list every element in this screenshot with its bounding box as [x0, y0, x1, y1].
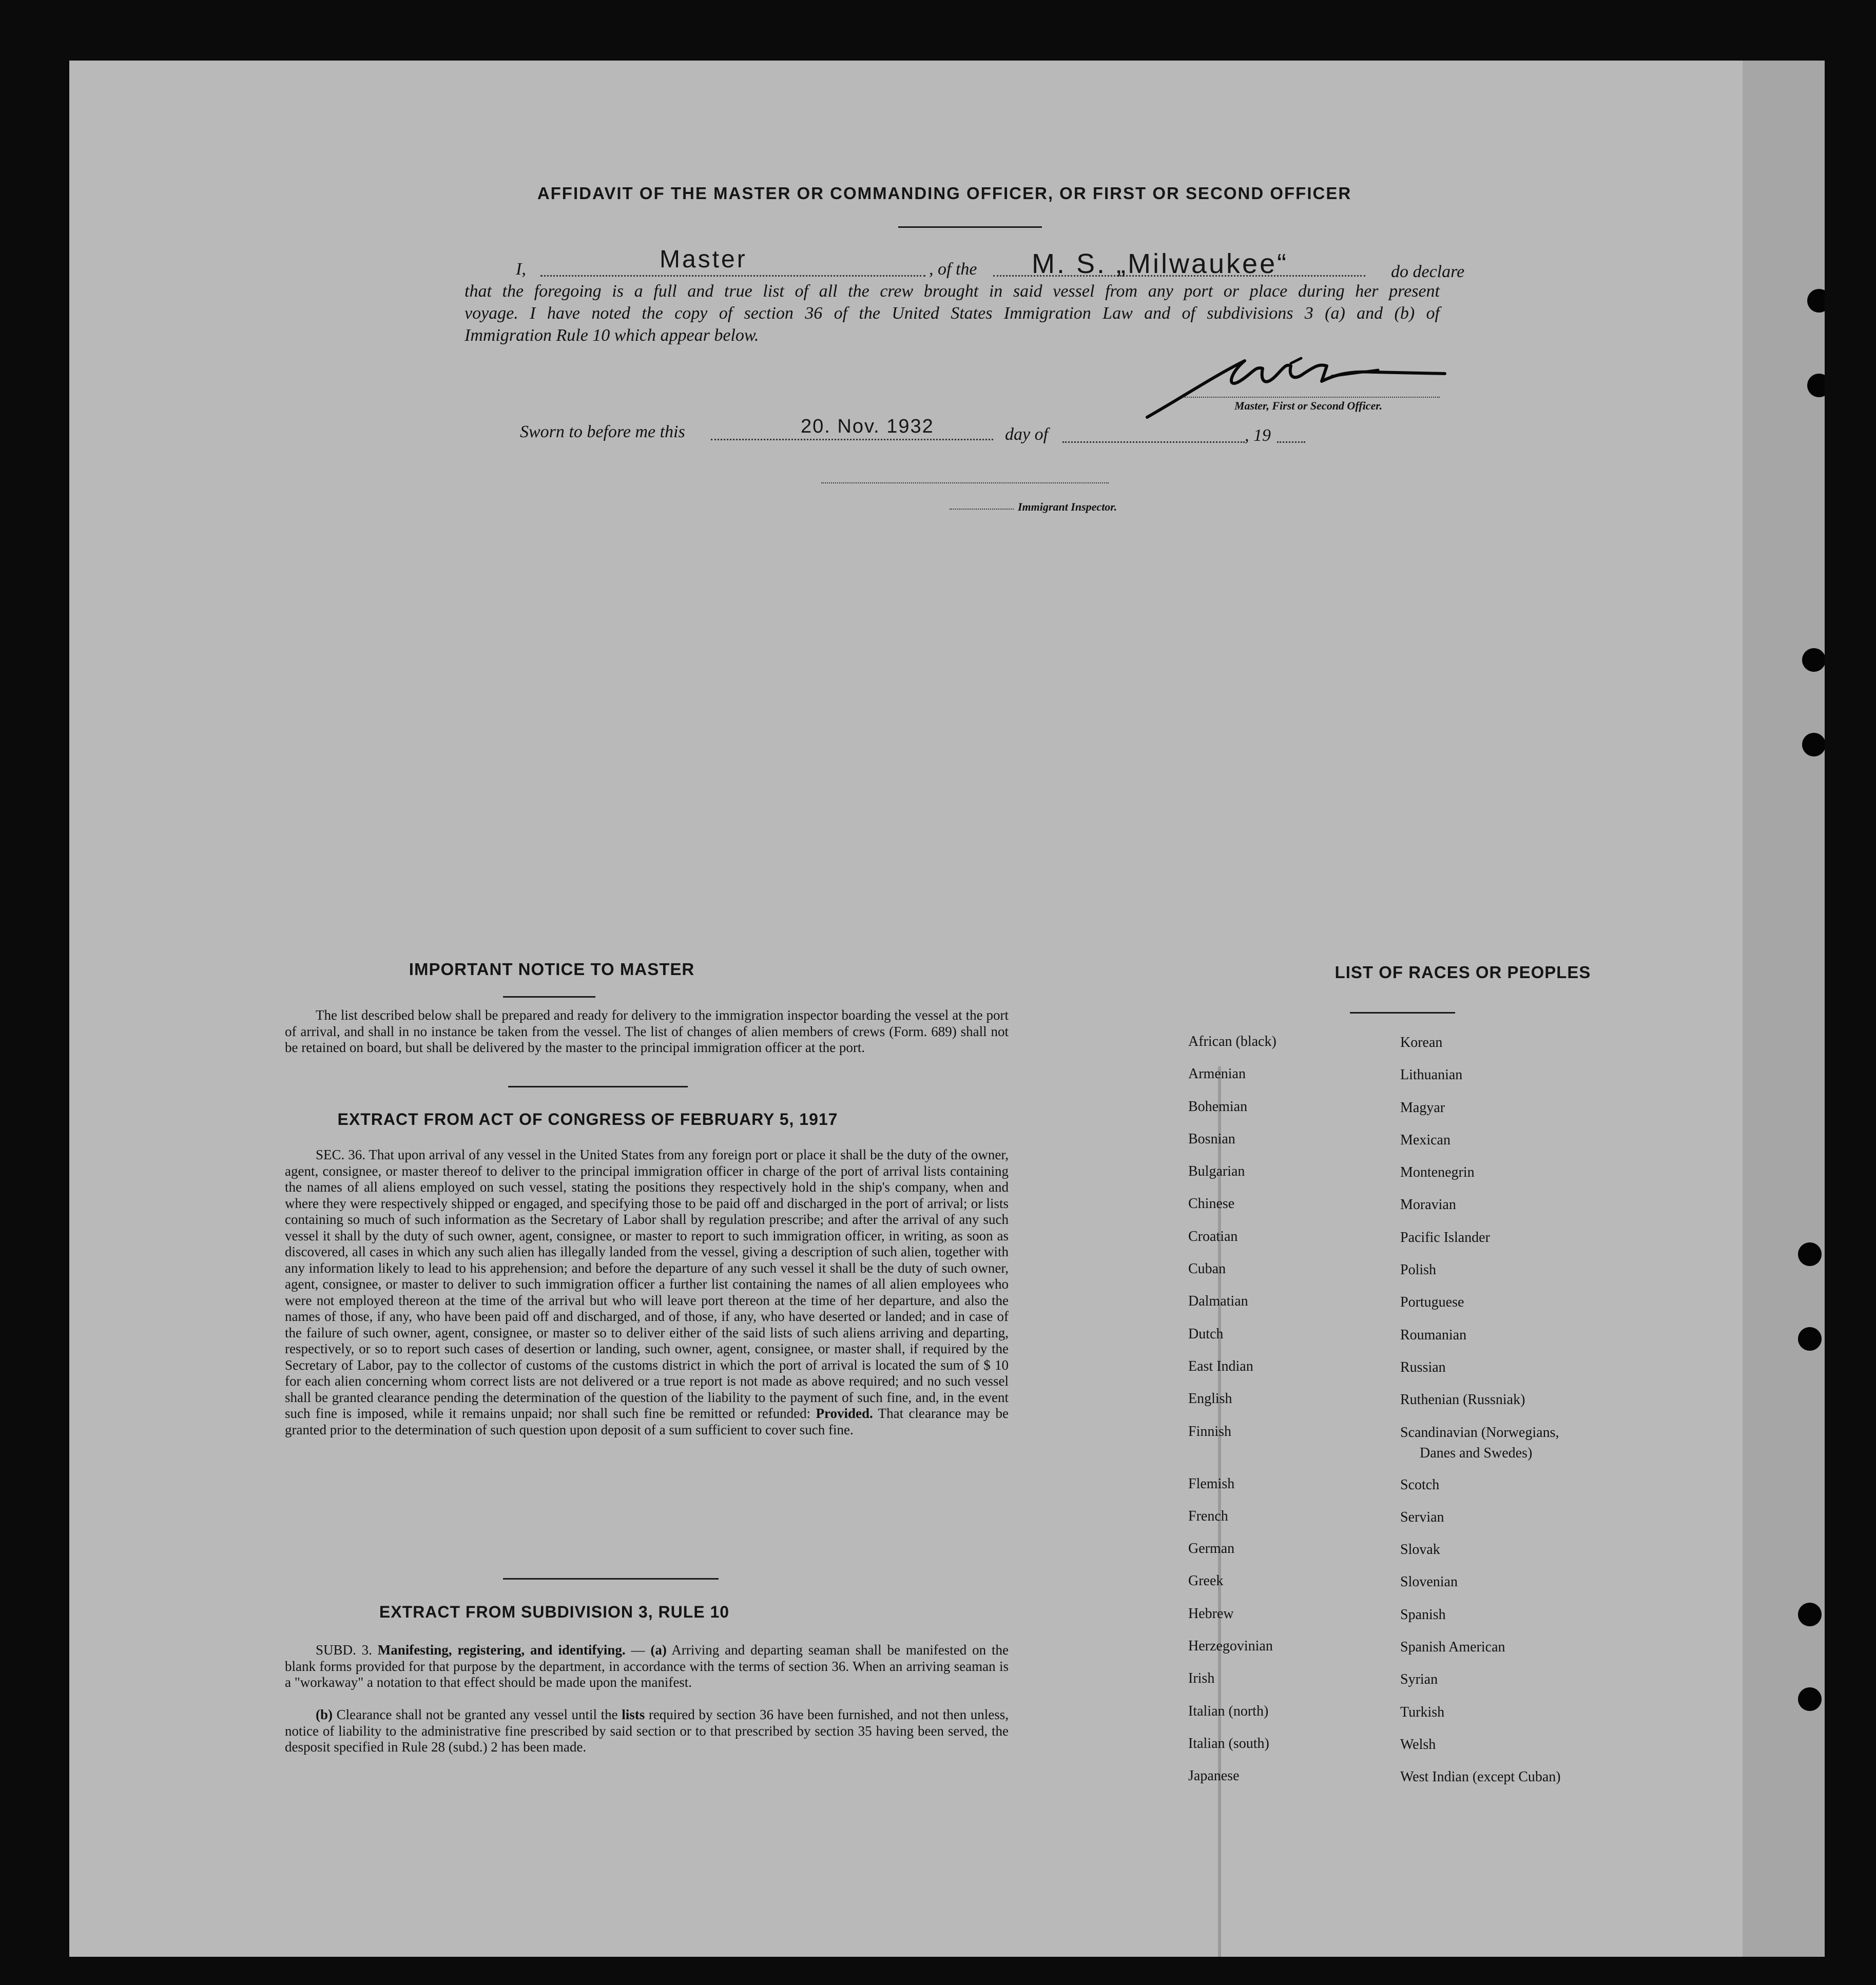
race-item: Ruthenian (Russniak): [1400, 1392, 1525, 1408]
race-item: Turkish: [1400, 1704, 1445, 1720]
race-item: Bohemian: [1188, 1098, 1248, 1115]
rule-text-a: [285, 1642, 1009, 1691]
notice-text: The list described below shall be prepared and ready for delivery to the immigration inspector boarding the vessel at the port of arrival, and shall in no instance be taken from the vessel. The list of changes of alien members of crews (Form. 689) shall not be retained on board, but shall be delivered by the master to the principal immigration officer at the port.: [285, 1007, 1009, 1055]
punch-hole: [1798, 1242, 1822, 1266]
inspector-sign-line: [821, 482, 1109, 483]
rule-b-text2: required by section 36 have been furnished, and not then unless, notice of liability to the administrative fine prescribed by said section or to that prescribed by section 35 having been served, the desposit specified in Rule 28 (subd.) 2 has been made.: [285, 1707, 1009, 1755]
race-item: African (black): [1188, 1034, 1277, 1049]
race-item: Bosnian: [1188, 1131, 1235, 1147]
race-item: French: [1188, 1508, 1228, 1524]
race-item: Roumanian: [1400, 1327, 1467, 1343]
race-item: Slovak: [1400, 1542, 1440, 1558]
act-text-main: SEC. 36. That upon arrival of any vessel in the United States from any foreign port or place it shall be the duty of the owner, agent, consignee, or master thereof to deliver to the principal immigration officer in charge of the port of arrival lists containing the names of all aliens employed on such vessel, stating the positions they respectively hold in the ship's company, when and where they were respectively shipped or engaged, and specifying those to be paid off and discharged in the port of arrival; or lists containing so much of such information as the Secretary of Labor shall by regulation prescribe; and after the arrival of any such vessel it shall by the duty of such owner, agent, consignee, or master to report to such immigration officer, in writing, as soon as discovered, all cases in which any such alien has illegally landed from the vessel, giving a description of such alien, together with any information likely to lead to his apprehension; and before the departure of any such vessel it shall be the duty of such owner, agent, consignee, or master to deliver to such immigration officer a further list containing the names of all alien employees who were not employed thereon at the time of the arrival but who will leave port thereon at the time of her departure, and also the names of those, if any, who have been paid off and discharged, and of those, if any, who have deserted or landed; and in case of the failure of such owner, agent, consignee, or master so to deliver either of the said lists of such aliens arriving and departing, respectively, or so to report such cases of desertion or landing, such owner, agent, consignee, or master shall, if required by the Secretary of Labor, pay to the collector of customs of the customs district in which the port of arrival is located the sum of $ 10 for each alien concerning whom correct lists are not delivered or a true report is not made as above required; and no such vessel shall be granted clearance pending the determination of the question of the liability to the payment of such fine, and, in the event such fine is imposed, while it remains unpaid; nor shall such fine be remitted or refunded:: [285, 1147, 1009, 1421]
race-item: Portuguese: [1400, 1294, 1464, 1311]
race-item: Italian (south): [1188, 1735, 1269, 1752]
race-item: Lithuanian: [1400, 1067, 1463, 1083]
race-item: Montenegrin: [1400, 1164, 1475, 1181]
race-item: Polish: [1400, 1262, 1437, 1278]
race-item: Dutch: [1188, 1326, 1224, 1342]
rule-b-text1: Clearance shall not be granted any vessel until the: [336, 1707, 618, 1722]
race-item: Welsh: [1400, 1736, 1436, 1753]
race-item: Slovenian: [1400, 1574, 1458, 1590]
month-field-line: [1062, 441, 1245, 443]
race-item: Chinese: [1188, 1196, 1235, 1212]
race-item: Dalmatian: [1188, 1293, 1248, 1310]
rule-subd: SUBD. 3.: [316, 1642, 372, 1658]
notice-title: IMPORTANT NOTICE TO MASTER: [409, 960, 695, 979]
rule-a-label: (a): [650, 1642, 667, 1658]
race-item: Spanish American: [1400, 1639, 1505, 1656]
rank-field-line: [540, 275, 925, 277]
race-item: Mexican: [1400, 1132, 1450, 1148]
page-edge-shadow: [1743, 61, 1825, 1957]
race-item: Moravian: [1400, 1197, 1456, 1213]
race-item: Armenian: [1188, 1066, 1246, 1082]
race-item: [1188, 1442, 1277, 1463]
affidavit-title: AFFIDAVIT OF THE MASTER OR COMMANDING OFFICER, OR FIRST OR SECOND OFFICER: [537, 184, 1352, 203]
act-text-end: That clearance may be granted prior to the determination of such question upon deposit of a sum sufficient to cover such fine.: [285, 1406, 1009, 1437]
act-provided: Provided.: [816, 1406, 873, 1421]
race-item: German: [1188, 1541, 1235, 1557]
race-item: Scotch: [1400, 1476, 1440, 1493]
act-title: EXTRACT FROM ACT OF CONGRESS OF FEBRUARY 5, 1917: [337, 1110, 838, 1128]
sworn-date-line: [711, 439, 993, 440]
year-field-line: [1277, 441, 1305, 443]
races-title: LIST OF RACES OR PEOPLES: [1335, 963, 1591, 982]
affidavit-do-declare: do declare: [1391, 262, 1465, 281]
race-item: West Indian (except Cuban): [1400, 1769, 1561, 1785]
races-underline: [1350, 1012, 1455, 1014]
inspector-caption: Immigrant Inspector.: [1018, 500, 1117, 513]
punch-hole: [1798, 1603, 1822, 1626]
sworn-label: Sworn to before me this: [520, 422, 685, 441]
punch-hole: [1798, 1327, 1822, 1351]
race-item: Korean: [1400, 1035, 1443, 1050]
rank-value: Master: [660, 246, 747, 273]
race-item: Danes and Swedes): [1420, 1445, 1533, 1461]
race-item: Pacific Islander: [1400, 1229, 1490, 1246]
race-item: Croatian: [1188, 1228, 1238, 1244]
race-item: Cuban: [1188, 1261, 1226, 1277]
race-item: English: [1188, 1391, 1232, 1407]
affidavit-line-3: voyage. I have noted the copy of section 36 of the United States Immigration Law and of subdivisions 3 (a) and (b) of: [465, 304, 1440, 323]
act-separator: [503, 1578, 719, 1580]
race-item: Greek: [1188, 1573, 1224, 1589]
rule-text-b: [285, 1707, 1009, 1756]
races-right-column: [1400, 1026, 1561, 1794]
affidavit-line-4: Immigration Rule 10 which appear below.: [465, 326, 759, 345]
race-item: Herzegovinian: [1188, 1638, 1273, 1655]
affidavit-of-the: , of the: [929, 260, 977, 279]
rule-dash: —: [631, 1642, 645, 1658]
race-item: Irish: [1188, 1670, 1215, 1687]
race-item: Italian (north): [1188, 1703, 1269, 1719]
notice-separator: [508, 1086, 688, 1087]
signature-caption: Master, First or Second Officer.: [1234, 399, 1383, 412]
races-left-column: [1188, 1025, 1277, 1793]
affidavit-line-2: that the foregoing is a full and true list of all the crew brought in said vessel from any port or place during her present: [465, 282, 1440, 301]
rule-a-text: Arriving and departing seaman shall be manifested on the blank forms provided for that purpose by the department, in accordance with the terms of section 36. When an arriving seaman is a "workaway" a notation to that effect should be made upon the manifest.: [285, 1642, 1009, 1690]
rule-title: EXTRACT FROM SUBDIVISION 3, RULE 10: [379, 1603, 730, 1621]
race-item: East Indian: [1188, 1358, 1253, 1374]
title-underline: [898, 226, 1042, 228]
race-item: Flemish: [1188, 1475, 1235, 1492]
inspector-name-line: [950, 509, 1014, 510]
act-text: [285, 1147, 1009, 1438]
race-item: Syrian: [1400, 1671, 1438, 1688]
race-item: Scandinavian (Norwegians,: [1400, 1424, 1559, 1441]
signature-line: [1183, 397, 1440, 398]
race-item: Servian: [1400, 1509, 1444, 1525]
race-item: Finnish: [1188, 1423, 1232, 1439]
race-item: Bulgarian: [1188, 1163, 1245, 1180]
vessel-value: M. S. „Milwaukee“: [1032, 248, 1289, 279]
year-prefix: , 19: [1245, 426, 1271, 445]
race-item: Russian: [1400, 1359, 1446, 1375]
day-of-label: day of: [1005, 425, 1049, 444]
race-item: Japanese: [1188, 1768, 1240, 1784]
affidavit-i: I,: [516, 260, 526, 279]
punch-hole: [1798, 1687, 1822, 1711]
race-item: Hebrew: [1188, 1605, 1234, 1622]
rule-b-lists: lists: [622, 1707, 645, 1722]
punch-hole: [1802, 733, 1825, 756]
document-sheet: [69, 61, 1825, 1957]
rule-heading: Manifesting, registering, and identifying.: [377, 1642, 626, 1658]
sworn-date-value: 20. Nov. 1932: [801, 416, 934, 437]
punch-hole: [1802, 648, 1825, 672]
race-item: Spanish: [1400, 1606, 1446, 1623]
race-item: Magyar: [1400, 1099, 1445, 1116]
notice-underline: [503, 996, 595, 998]
rule-b-label: (b): [316, 1707, 333, 1722]
